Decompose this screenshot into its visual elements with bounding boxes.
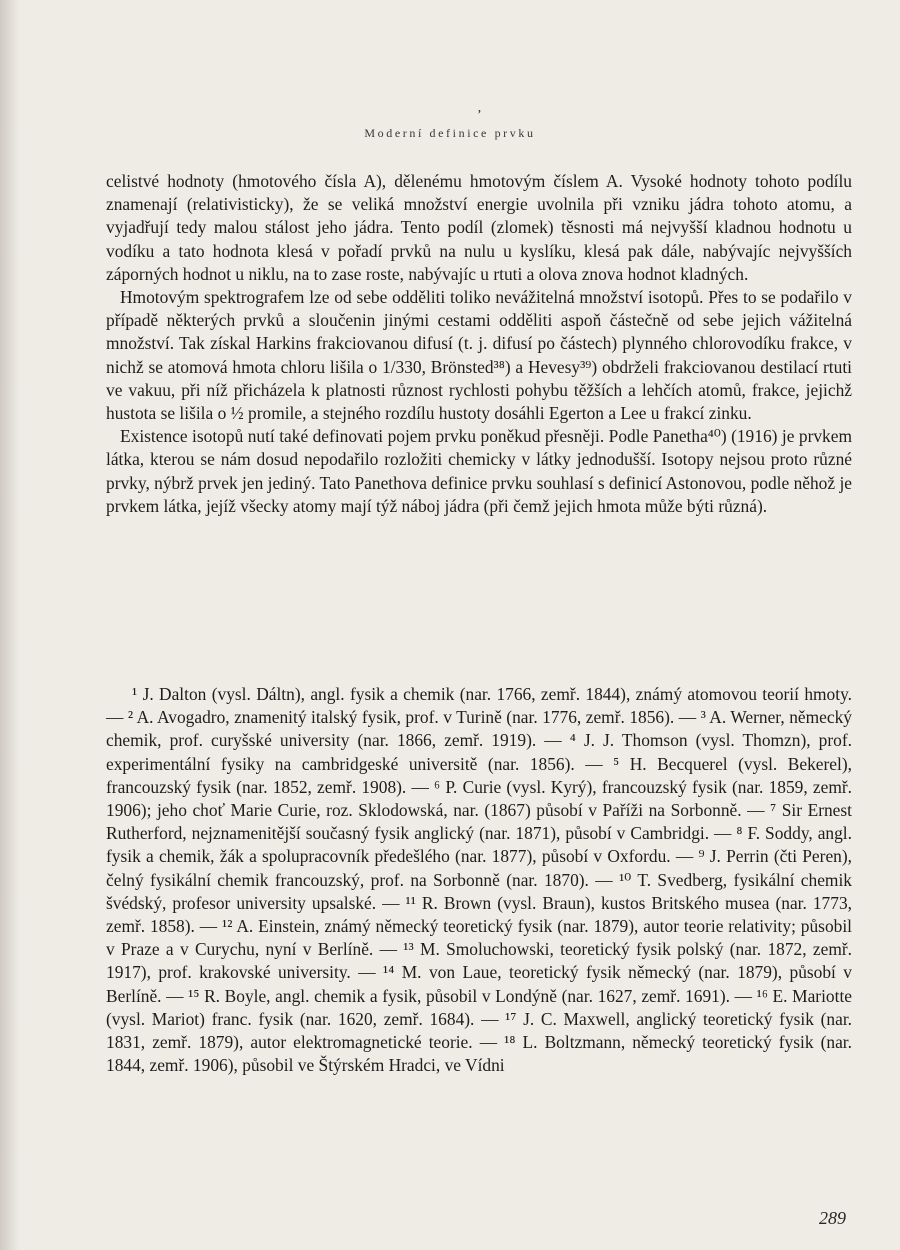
- footnotes: ¹ J. Dalton (vysl. Dáltn), angl. fysik a chemik (nar. 1766, zemř. 1844), známý atomovou teorií hmoty. — ² A. Avogadro, znamenitý italský fysik, prof. v Turině (nar. 1776, zemř. 1856). — ³ A. Werner, německý chemik, prof. curyšské university (nar. 1866, zemř. 1919). — ⁴ J. J. Thomson (vysl. Thomzn), prof. experimentální fysiky na cambridgeské universitě (nar. 1856). — ⁵ H. Becquerel (vysl. Bekerel), francouzský fysik (nar. 1852, zemř. 1908). — ⁶ P. Curie (vysl. Kyrý), francouzský fysik (nar. 1859, zemř. 1906); jeho choť Marie Curie, roz. Sklodowská, nar. (1867) působí v Paříži na Sorbonně. — ⁷ Sir Ernest Rutherford, nejznamenitější současný fysik anglický (nar. 1871), působí v Cambridgi. — ⁸ F. Soddy, angl. fysik a chemik, žák a spolupracovník předešlého (nar. 1877), působí v Oxfordu. — ⁹ J. Perrin (čti Peren), čelný fysikální chemik francouzský, prof. na Sorbonně (nar. 1870). — ¹⁰ T. Svedberg, fysikální chemik švédský, profesor university upsalské. — ¹¹ R. Brown (vysl. Braun), kustos Britského musea (nar. 1773, zemř. 1858). — ¹² A. Einstein, známý německý teoretický fysik (nar. 1879), autor teorie relativity; působil v Praze a v Curychu, nyní v Berlíně. — ¹³ M. Smoluchowski, teoretický fysik polský (nar. 1872, zemř. 1917), prof. krakovské university. — ¹⁴ M. von Laue, teoretický fysik německý (nar. 1879), působí v Berlíně. — ¹⁵ R. Boyle, angl. chemik a fysik, působil v Londýně (nar. 1627, zemř. 1691). — ¹⁶ E. Mariotte (vysl. Mariot) franc. fysik (nar. 1620, zemř. 1684). — ¹⁷ J. C. Maxwell, anglický teoretický fysik (nar. 1831, zemř. 1879), autor elektromagnetické teorie. — ¹⁸ L. Boltzmann, německý teoretický fysik (nar. 1844, zemř. 1906), působil ve Štýrském Hradci, ve Vídni: [106, 684, 852, 1076]
- paragraph-1: celistvé hodnoty (hmotového čísla A), dělenému hmotovým číslem A. Vysoké hodnoty tohoto podílu znamenají (relativisticky), že se veliká množství energie uvolnila při vzniku jádra tohoto atomu, a vyjadřují tedy malou stálost jeho jádra. Tento podíl (zlomek) těsnosti má nejvyšší kladnou hodnotu u vodíku a tato hodnota klesá v pořadí prvků na nulu u kyslíku, klesá pak dále, nabývajíc nejvyšších záporných hodnot u niklu, na to zase roste, nabývajíc u rtuti a olova znova hodnot kladných.: [106, 171, 852, 284]
- page-number: 289: [819, 1208, 846, 1228]
- printer-mark: ʼ: [477, 108, 482, 123]
- paragraph-3: Existence isotopů nutí také definovati pojem prvku poněkud přesněji. Podle Panetha⁴⁰) (1916) je prvkem látka, kterou se nám dosud nepodařilo rozložiti chemicky v látky jednodušší. Isotopy nejsou proto různé prvky, nýbrž prvek jen jediný. Tato Panethova definice prvku souhlasí s definicí Astonovou, podle něhož je prvkem látka, jejíž všecky atomy mají týž náboj jádra (při čemž jejich hmota může býti různá).: [106, 426, 852, 516]
- page-binding-shadow: [0, 0, 20, 1250]
- body-text: [106, 170, 852, 518]
- running-title: Moderní definice prvku: [364, 126, 536, 140]
- paragraph-2: Hmotovým spektrografem lze od sebe odděliti toliko nevážitelná množství isotopů. Přes to se podařilo v případě některých prvků a sloučenin jinými cestami odděliti aspoň částečně od sebe jejich vážitelná množství. Tak získal Harkins frakciovanou difusí (t. j. difusí po částech) plynného chlorovodíku frakce, v nichž se atomová hmota chloru lišila o 1/330, Brönsted³⁸) a Hevesy³⁹) obdrželi frakciovanou destilací rtuti ve vakuu, při níž přicházela k platnosti různost rychlosti pohybu těžších a lehčích atomů, frakce, jejichž hustota se lišila o ½ promile, a stejného rozdílu hustoty dosáhli Egerton a Lee u frakcí zinku.: [106, 287, 852, 424]
